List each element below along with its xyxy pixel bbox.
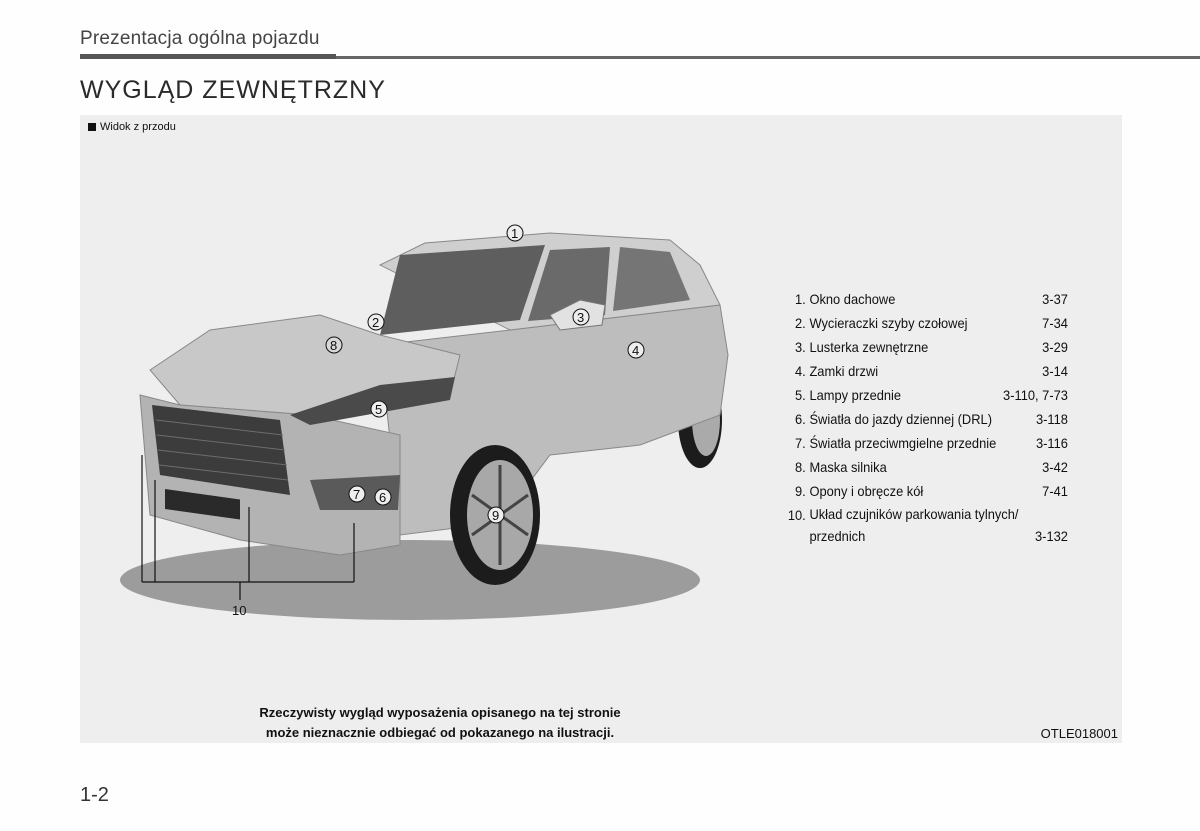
callout-10 [232, 603, 246, 618]
list-item: 5. Lampy przednie 3-110, 7-73 [795, 387, 1068, 403]
list-item: 3. Lusterka zewnętrzne 3-29 [795, 339, 1068, 355]
callout-5-label: 5 [375, 402, 383, 417]
callout-7 [349, 486, 365, 502]
parts-list [780, 287, 1068, 547]
callout-10-label: 10 [232, 603, 247, 618]
callout-9 [488, 507, 504, 523]
ground-shadow [120, 540, 700, 620]
list-item: 2. Wycieraczki szyby czołowej 7-34 [795, 315, 1068, 331]
list-item: 10. Układ czujników parkowania tylnych/ przednich 3-132 [780, 503, 1068, 547]
callout-8 [326, 337, 342, 353]
header-rule [80, 56, 1200, 59]
list-item: 4. Zamki drzwi 3-14 [795, 363, 1068, 379]
disclaimer [200, 703, 680, 743]
disclaimer-line1: Rzeczywisty wygląd wyposażenia opisanego na tej stronie [259, 705, 621, 720]
callout-2-label: 2 [372, 315, 380, 330]
list-item: 8. Maska silnika 3-42 [795, 459, 1068, 475]
callout-8-label: 8 [330, 338, 338, 353]
figure-panel [80, 115, 1122, 743]
part-name-line2: przednich [809, 528, 866, 544]
callout-2 [368, 314, 384, 330]
part-name-line1: Układ czujników parkowania tylnych/ [809, 506, 1019, 522]
callout-7-label: 7 [353, 487, 361, 502]
callout-1-label: 1 [511, 226, 519, 241]
disclaimer-line2: może nieznacznie odbiegać od pokazanego na ilustracji. [265, 725, 615, 740]
image-code: OTLE018001 [1040, 726, 1118, 741]
view-label-text: Widok z przodu [100, 121, 176, 133]
list-item: 7. Światła przeciwmgielne przednie 3-116 [795, 435, 1068, 451]
car-body-side [380, 305, 728, 535]
page-title: WYGLĄD ZEWNĘTRZNY [80, 76, 386, 104]
callout-4-label: 4 [632, 343, 640, 358]
page-number: 1-2 [80, 784, 109, 806]
callout-6 [375, 489, 391, 505]
callout-3 [573, 309, 589, 325]
callout-3-label: 3 [577, 310, 585, 325]
callout-1 [507, 225, 523, 241]
list-item: 9. Opony i obręcze kół 7-41 [795, 483, 1068, 499]
callout-6-label: 6 [379, 490, 387, 505]
callout-4 [628, 342, 644, 358]
callout-9-label: 9 [492, 508, 500, 523]
part-page: 3-132 [1035, 528, 1068, 544]
list-item: 1. Okno dachowe 3-37 [795, 291, 1068, 307]
list-item: 6. Światła do jazdy dziennej (DRL) 3-118 [795, 411, 1068, 427]
section-header: Prezentacja ogólna pojazdu [80, 28, 320, 49]
car-illustration [80, 115, 780, 695]
callout-5 [371, 401, 387, 417]
